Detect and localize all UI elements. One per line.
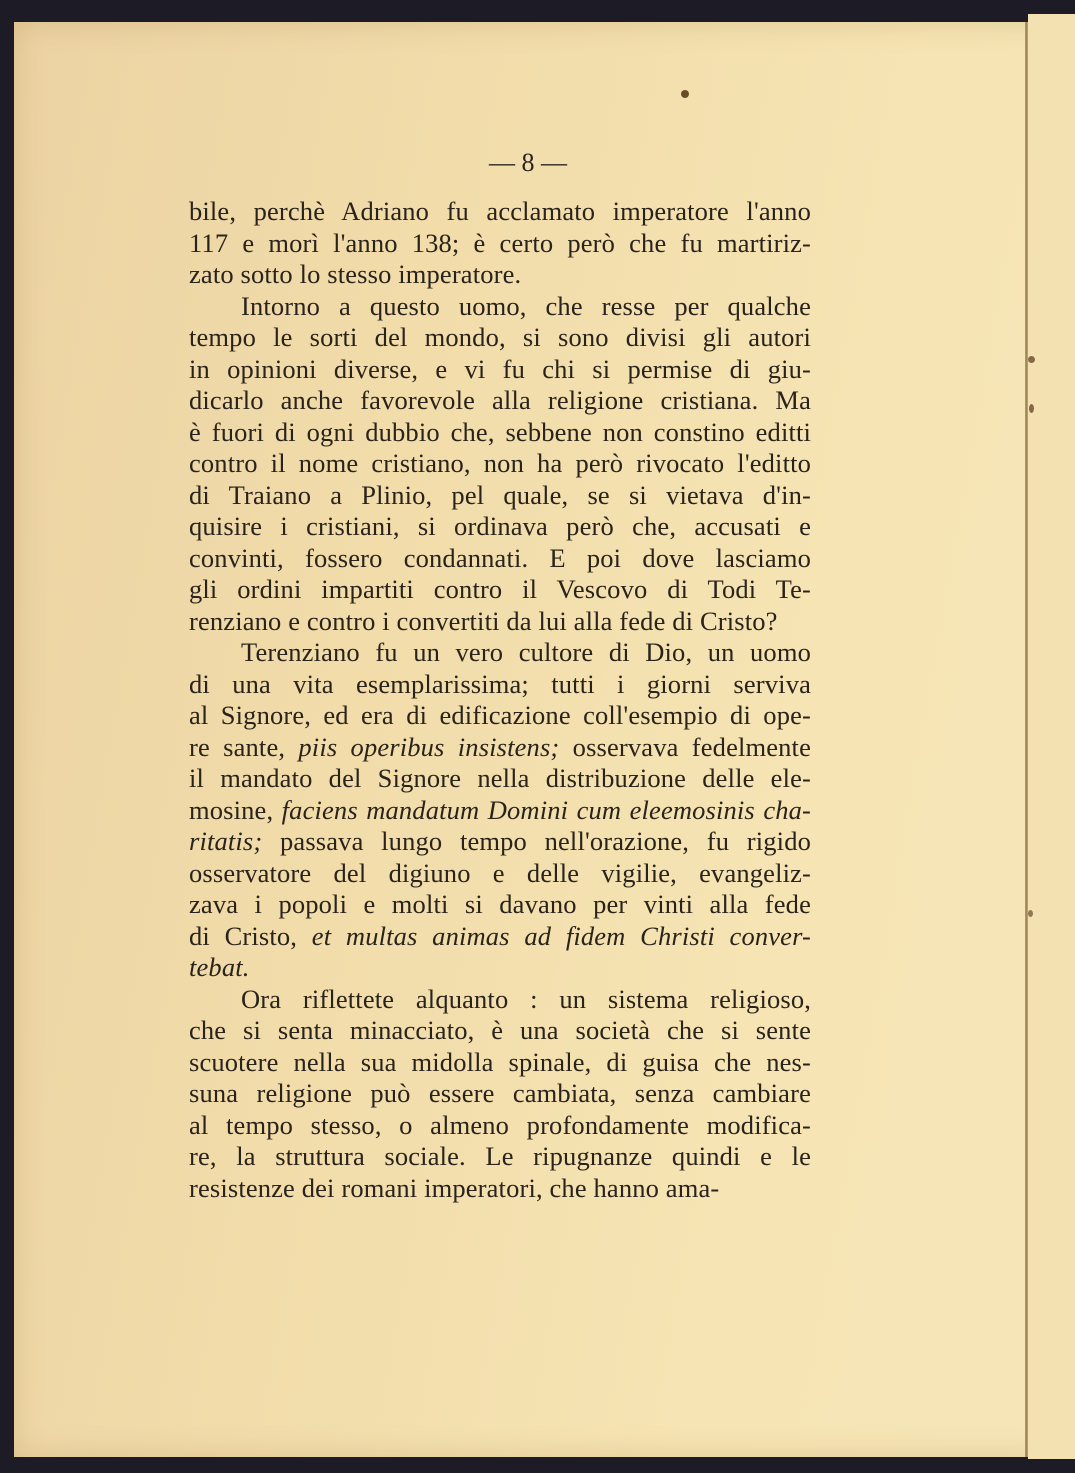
latin-quote: piis operibus insistens;	[298, 731, 560, 762]
text-run: al tempo stesso, o almeno profondamente modifica-	[189, 1109, 811, 1140]
text-run: Terenziano fu un vero cultore di Dio, un uomo	[241, 637, 811, 667]
paragraph	[189, 291, 811, 638]
text-line	[189, 196, 811, 228]
text-line	[189, 385, 811, 417]
ink-spot	[1029, 404, 1034, 413]
page-number: — 8 —	[489, 148, 567, 177]
text-line	[189, 448, 811, 480]
text-line	[189, 1110, 811, 1142]
text-run: osservatore del digiuno e delle vigilie, evangeliz-	[189, 857, 811, 888]
text-run: tempo le sorti del mondo, si sono divisi gli autori	[189, 322, 811, 352]
text-run: è fuori di ogni dubbio che, sebbene non constino editti	[189, 416, 811, 447]
text-line	[189, 858, 811, 890]
text-line	[189, 417, 811, 449]
latin-quote: tebat.	[189, 952, 250, 982]
text-run: Intorno a questo uomo, che resse per qualche	[241, 290, 811, 321]
text-line	[189, 889, 811, 921]
text-run: re sante,	[189, 731, 299, 762]
text-line	[189, 1141, 811, 1173]
text-run: mosine,	[189, 794, 282, 825]
paragraph	[189, 637, 811, 984]
text-line	[189, 291, 811, 323]
text-run: 117 e morì l'anno 138; è certo però che fu martiriz-	[189, 227, 811, 258]
text-line	[189, 1173, 811, 1205]
text-run: renziano e contro i convertiti da lui alla fede di Cristo?	[189, 605, 778, 636]
text-run: al Signore, ed era di edificazione coll'esempio di ope-	[189, 700, 811, 730]
text-line	[189, 700, 811, 732]
text-line	[189, 543, 811, 575]
text-run: bile, perchè Adriano fu acclamato imperatore l'anno	[189, 196, 811, 226]
text-run: in opinioni diverse, e vi fu chi si permise di giu-	[189, 353, 811, 384]
text-run: quisire i cristiani, si ordinava però che, accusati e	[189, 511, 811, 541]
text-run: contro il nome cristiano, non ha però rivocato l'editto	[189, 448, 811, 478]
ink-spot	[1028, 910, 1033, 917]
text-run: zava i popoli e molti si davano per vinti alla fede	[189, 889, 811, 919]
text-line	[189, 984, 811, 1016]
text-run: osservava fedelmente	[559, 731, 811, 762]
text-line	[189, 322, 811, 354]
text-line	[189, 1015, 811, 1047]
text-line	[189, 732, 811, 764]
text-run: convinti, fossero condannati. E poi dove lasciamo	[189, 542, 811, 573]
text-run: di Cristo,	[189, 920, 312, 951]
text-line	[189, 354, 811, 386]
text-line	[189, 826, 811, 858]
text-line	[189, 921, 811, 953]
text-line	[189, 763, 811, 795]
text-run: re, la struttura sociale. Le ripugnanze quindi e le	[189, 1141, 811, 1171]
text-run: suna religione può essere cambiata, senza cambiare	[189, 1078, 811, 1108]
ink-spot	[1028, 356, 1035, 363]
text-line	[189, 1047, 811, 1079]
text-line	[189, 480, 811, 512]
text-line	[189, 574, 811, 606]
text-run: Ora riflettete alquanto : un sistema religioso,	[241, 983, 811, 1014]
latin-quote: ritatis;	[189, 826, 263, 856]
text-run: zato sotto lo stesso imperatore.	[189, 259, 522, 289]
text-line	[189, 1078, 811, 1110]
text-run: che si senta minacciato, è una società che si sente	[189, 1015, 811, 1045]
text-run: dicarlo anche favorevole alla religione cristiana. Ma	[189, 385, 811, 415]
binding-gutter	[1025, 22, 1028, 1457]
paragraph	[189, 196, 811, 291]
text-run: scuotere nella sua midolla spinale, di guisa che nes-	[189, 1046, 811, 1077]
text-run: di una vita esemplarissima; tutti i giorni serviva	[189, 668, 811, 699]
text-line	[189, 606, 811, 638]
latin-quote: faciens mandatum Domini cum eleemosinis cha-	[281, 794, 812, 825]
text-run: passava lungo tempo nell'orazione, fu rigido	[262, 826, 811, 856]
text-run: resistenze dei romani imperatori, che hanno ama-	[189, 1172, 720, 1203]
text-line	[189, 228, 811, 260]
text-line	[189, 511, 811, 543]
text-line	[189, 637, 811, 669]
latin-quote: et multas animas ad fidem Christi conver-	[311, 920, 811, 951]
next-page-edge	[1028, 14, 1075, 1459]
text-line	[189, 952, 811, 984]
text-run: il mandato del Signore nella distribuzione delle ele-	[189, 763, 811, 793]
text-line	[189, 795, 811, 827]
text-line	[189, 259, 811, 291]
text-run: gli ordini impartiti contro il Vescovo di Todi Te-	[189, 574, 811, 604]
paragraph	[189, 984, 811, 1205]
ink-spot	[681, 90, 689, 98]
text-run: di Traiano a Plinio, pel quale, se si vietava d'in-	[189, 479, 811, 510]
text-line	[189, 669, 811, 701]
body-text	[189, 196, 811, 1204]
